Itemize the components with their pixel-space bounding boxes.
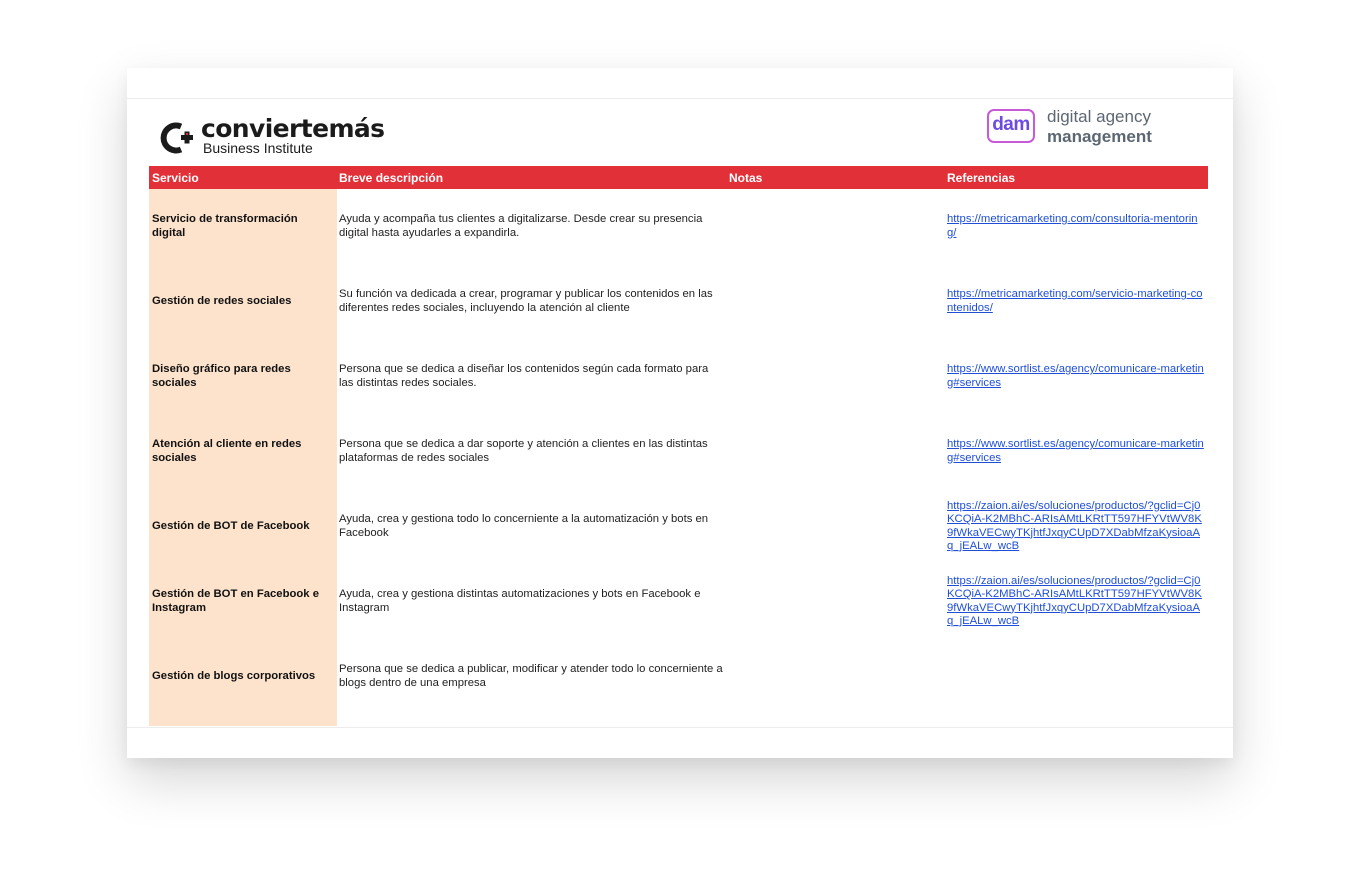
table-row [149,564,1208,639]
partner-line-1: digital agency [1047,107,1151,126]
header-referencias: Referencias [947,171,1016,185]
partner-line-2: management [1047,127,1152,146]
header-servicio: Servicio [152,171,199,185]
reference-link[interactable]: https://www.sortlist.es/agency/comunicare-marketing#services [947,363,1204,389]
reference-cell [947,639,1205,714]
page-divider-top [127,98,1233,99]
dam-mark-icon [987,109,1035,143]
reference-cell [947,339,1205,414]
description-cell: Ayuda, crea y gestiona todo lo concerniente a la automatización y bots en Facebook [339,513,709,539]
brand-mark-icon [157,120,197,156]
description-cell: Ayuda, crea y gestiona distintas automatizaciones y bots en Facebook e Instagram [339,588,701,614]
table-row [149,264,1208,339]
reference-link[interactable]: https://metricamarketing.com/consultoria-mentoring/ [947,213,1198,239]
table-row [149,339,1208,414]
reference-link[interactable]: https://zaion.ai/es/soluciones/productos/?gclid=Cj0KCQiA-K2MBhC-ARIsAMtLKRtTT597HFYVtWV8K9fWkaVECwyTKjhtfJxqyCUpD7XDabMfzaKysioaAq_jEALw_wcB [947,574,1202,627]
reference-cell [947,564,1205,639]
service-cell: Gestión de BOT en Facebook e Instagram [152,588,319,614]
table-row [149,489,1208,564]
reference-cell [947,189,1205,264]
header-notas: Notas [729,171,763,185]
partner-logo [985,108,1185,152]
table-body [149,189,1208,726]
dam-mark-text: dam [992,114,1030,135]
notes-cell [729,414,939,489]
table-row [149,414,1208,489]
reference-link[interactable]: https://zaion.ai/es/soluciones/productos/?gclid=Cj0KCQiA-K2MBhC-ARIsAMtLKRtTT597HFYVtWV8K9fWkaVECwyTKjhtfJxqyCUpD7XDabMfzaKysioaAq_jEALw_wcB [947,499,1202,552]
brand-logo [157,116,457,158]
service-cell: Gestión de blogs corporativos [152,669,316,682]
table-row [149,639,1208,714]
table-row [149,189,1208,264]
notes-cell [729,564,939,639]
table-header [149,166,1208,189]
header-descripcion: Breve descripción [339,171,444,185]
notes-cell [729,264,939,339]
reference-link[interactable]: https://metricamarketing.com/servicio-marketing-contenidos/ [947,288,1203,314]
notes-cell [729,489,939,564]
services-table [149,166,1208,726]
reference-link[interactable]: https://www.sortlist.es/agency/comunicare-marketing#services [947,438,1204,464]
notes-cell [729,639,939,714]
spreadsheet-page [127,68,1233,758]
service-cell: Gestión de redes sociales [152,294,292,307]
page-divider-bottom [127,727,1233,728]
reference-cell [947,414,1205,489]
description-cell: Ayuda y acompaña tus clientes a digitalizarse. Desde crear su presencia digital hasta ayudarles a expandirla. [339,213,703,239]
description-cell: Persona que se dedica a dar soporte y atención a clientes en las distintas plataformas de redes sociales [339,438,708,464]
notes-cell [729,189,939,264]
brand-name: conviertemás [201,114,385,143]
service-cell: Servicio de transformación digital [152,213,298,239]
description-cell: Persona que se dedica a diseñar los contenidos según cada formato para las distintas redes sociales. [339,363,709,389]
reference-cell [947,264,1205,339]
description-cell: Persona que se dedica a publicar, modificar y atender todo lo concerniente a blogs dentro de una empresa [339,663,723,689]
service-cell: Diseño gráfico para redes sociales [152,363,291,389]
service-cell: Atención al cliente en redes sociales [152,438,302,464]
brand-subtitle: Business Institute [203,140,313,156]
reference-cell [947,489,1205,564]
notes-cell [729,339,939,414]
description-cell: Su función va dedicada a crear, programar y publicar los contenidos en las diferentes redes sociales, incluyendo la atención al cliente [339,288,713,314]
service-cell: Gestión de BOT de Facebook [152,519,310,532]
